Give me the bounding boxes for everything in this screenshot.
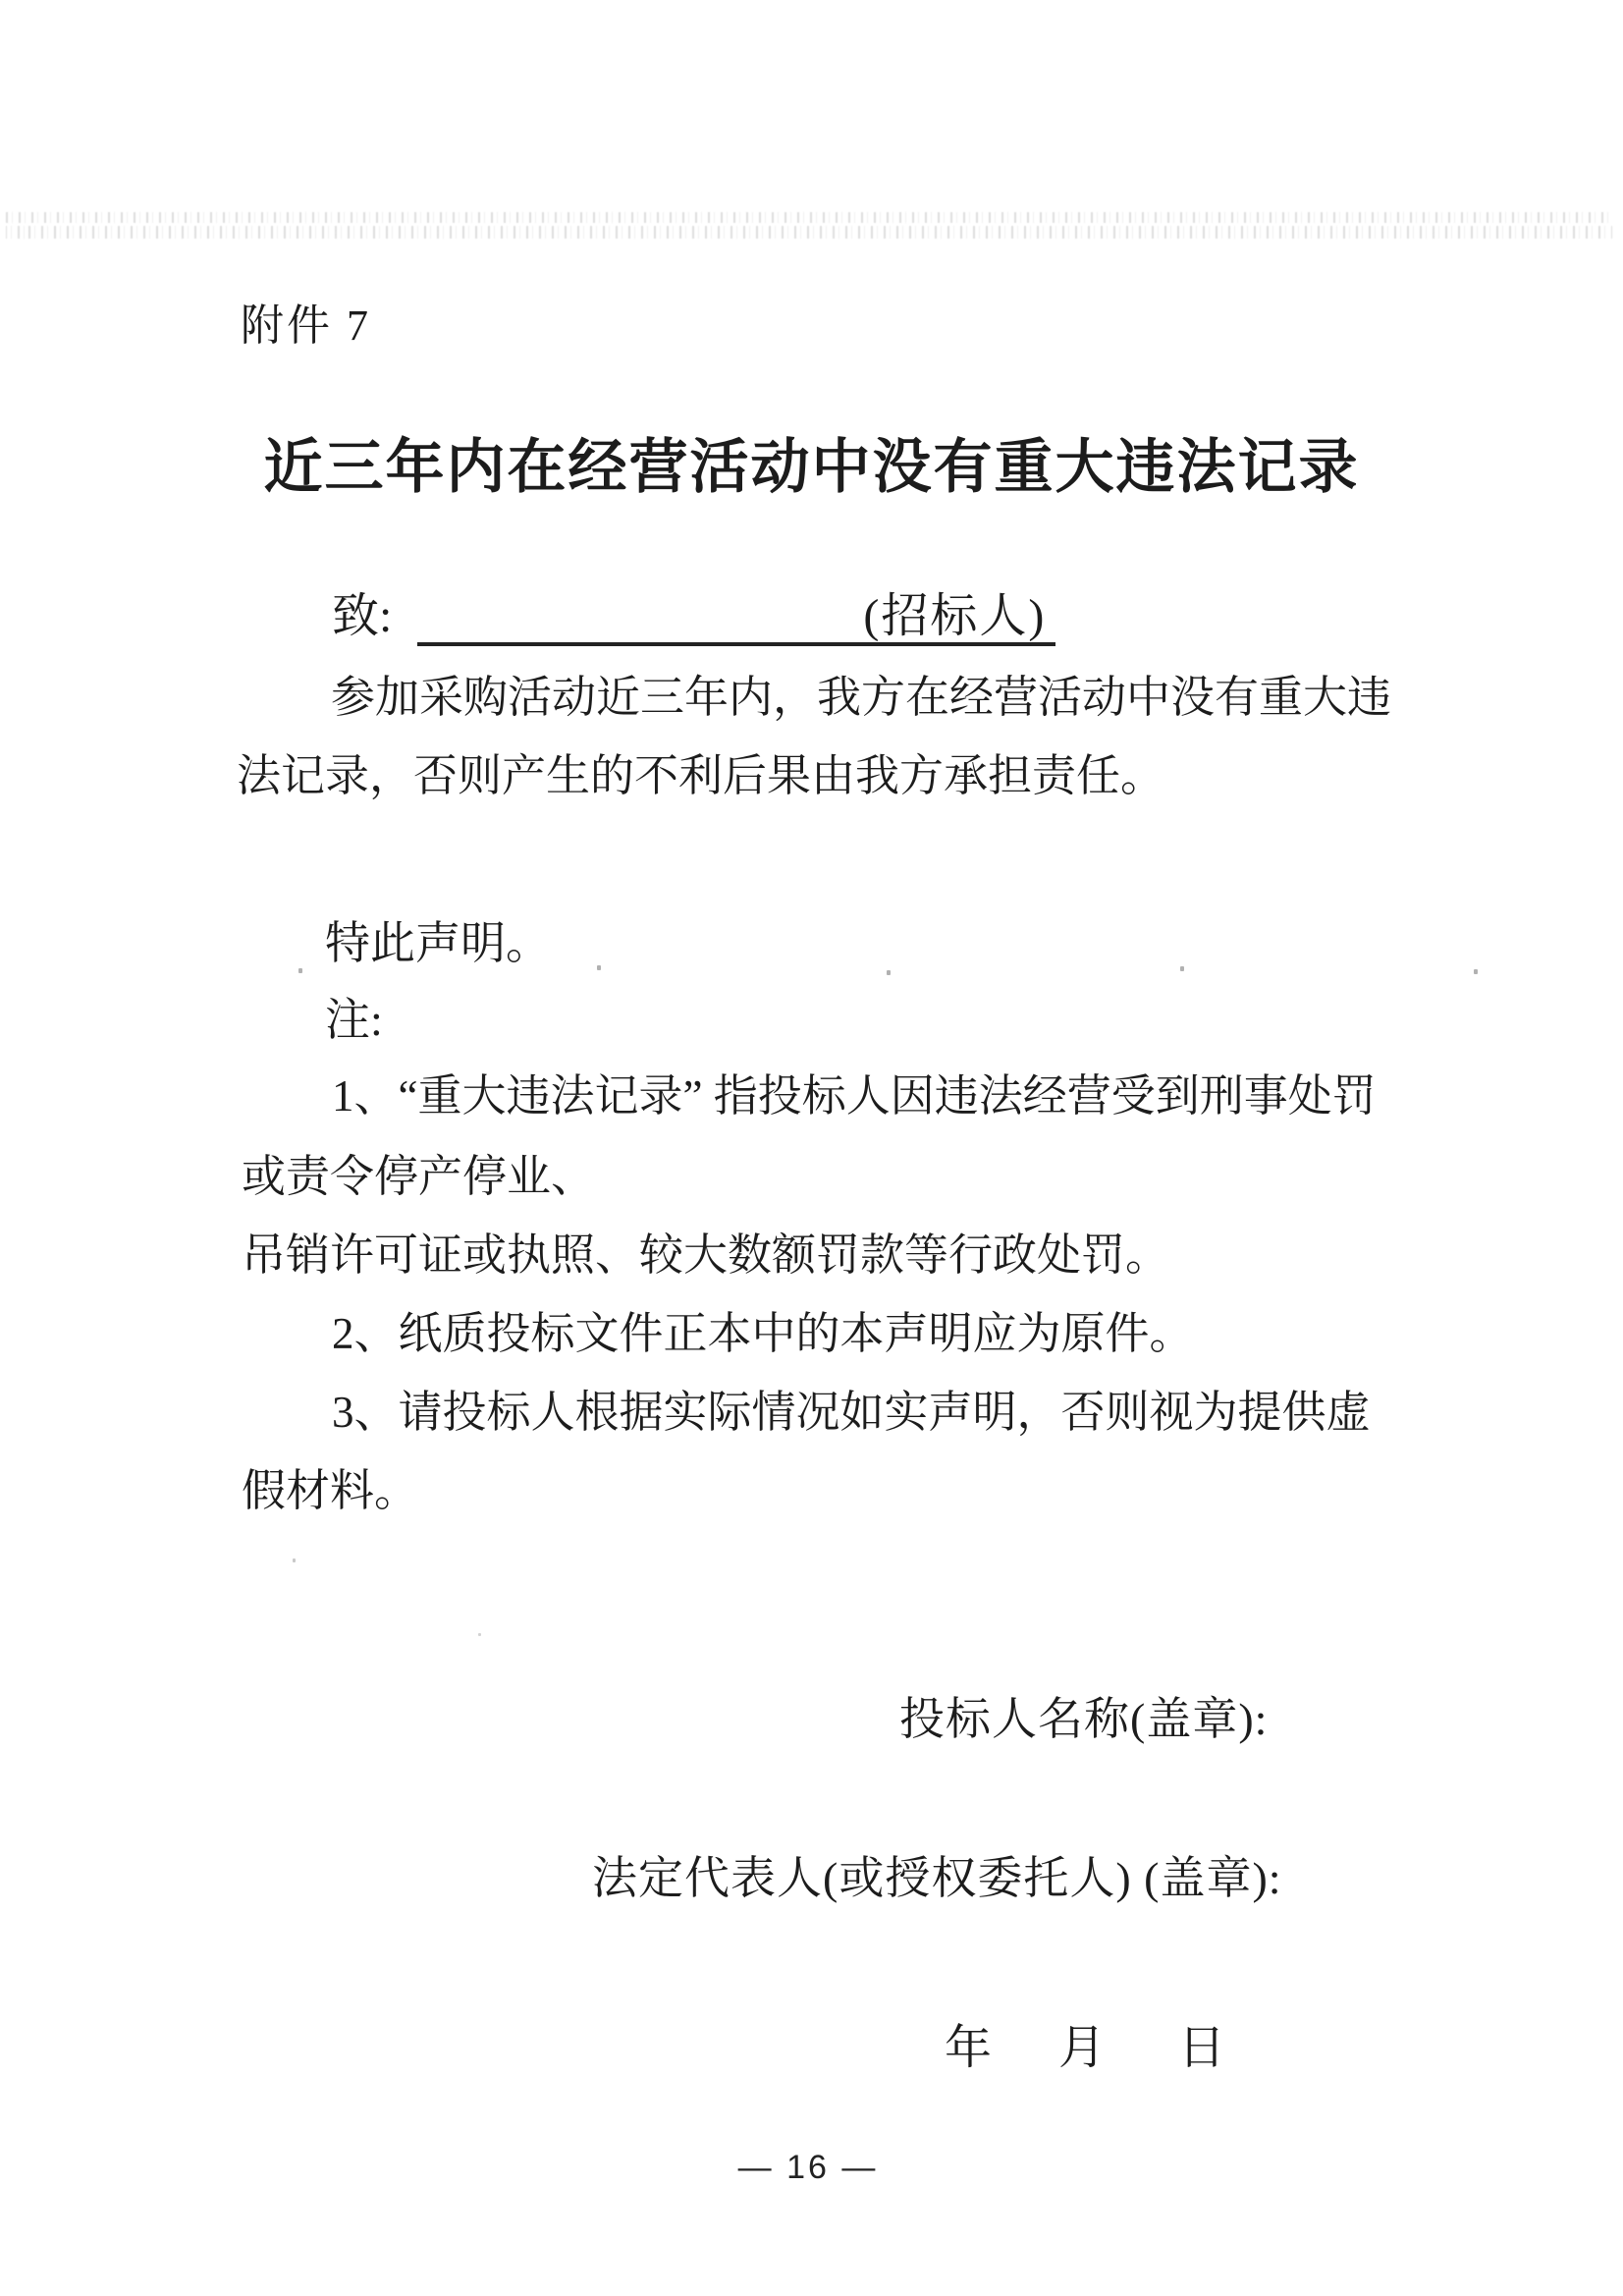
scan-speck (298, 968, 302, 973)
scan-speck (597, 965, 601, 970)
note-1-line-2: 或责令停产停业、 (242, 1152, 596, 1201)
note-3-line-2: 假材料。 (242, 1466, 419, 1515)
scan-speck (887, 970, 891, 975)
paragraph-line-2: 法记录，否则产生的不利后果由我方承担责任。 (237, 751, 1165, 800)
bidder-name-seal-label: 投标人名称(盖章): (899, 1694, 1269, 1744)
salutation-line (332, 590, 1055, 646)
scan-speck (1474, 969, 1478, 974)
scan-noise-band (6, 210, 1612, 244)
page-number: — 16 — (737, 2149, 879, 2186)
document-title: 近三年内在经营活动中没有重大违法记录 (263, 435, 1360, 500)
recipient-blank-underline (417, 593, 857, 646)
legal-representative-seal-label: 法定代表人(或授权委托人) (盖章): (592, 1853, 1282, 1903)
scan-speck (478, 1633, 481, 1636)
declaration-line: 特此声明。 (325, 918, 551, 968)
scan-speck (293, 1558, 296, 1562)
note-1-line-3: 吊销许可证或执照、较大数额罚款等行政处罚。 (242, 1230, 1170, 1280)
note-1-line-1: 1、“重大违法记录” 指投标人因违法经营受到刑事处罚 (332, 1071, 1377, 1121)
note-3-line-1: 3、请投标人根据实际情况如实声明，否则视为提供虚 (332, 1388, 1371, 1437)
scan-speck (1180, 966, 1184, 971)
recipient-hint: (招标人) (857, 593, 1055, 646)
notes-label: 注: (325, 995, 383, 1045)
scan-noise-row (6, 226, 1612, 239)
date-year-label: 年 (945, 2022, 993, 2074)
date-day-label: 日 (1178, 2022, 1226, 2074)
scan-noise-row (6, 212, 1612, 223)
paragraph-line-1: 参加采购活动近三年内，我方在经营活动中没有重大违 (331, 673, 1392, 722)
attachment-label: 附件 7 (241, 301, 371, 350)
date-line (945, 2022, 1226, 2074)
date-month-label: 月 (1058, 2022, 1107, 2074)
note-2-line: 2、纸质投标文件正本中的本声明应为原件。 (332, 1309, 1194, 1358)
to-label: 致: (332, 590, 393, 642)
